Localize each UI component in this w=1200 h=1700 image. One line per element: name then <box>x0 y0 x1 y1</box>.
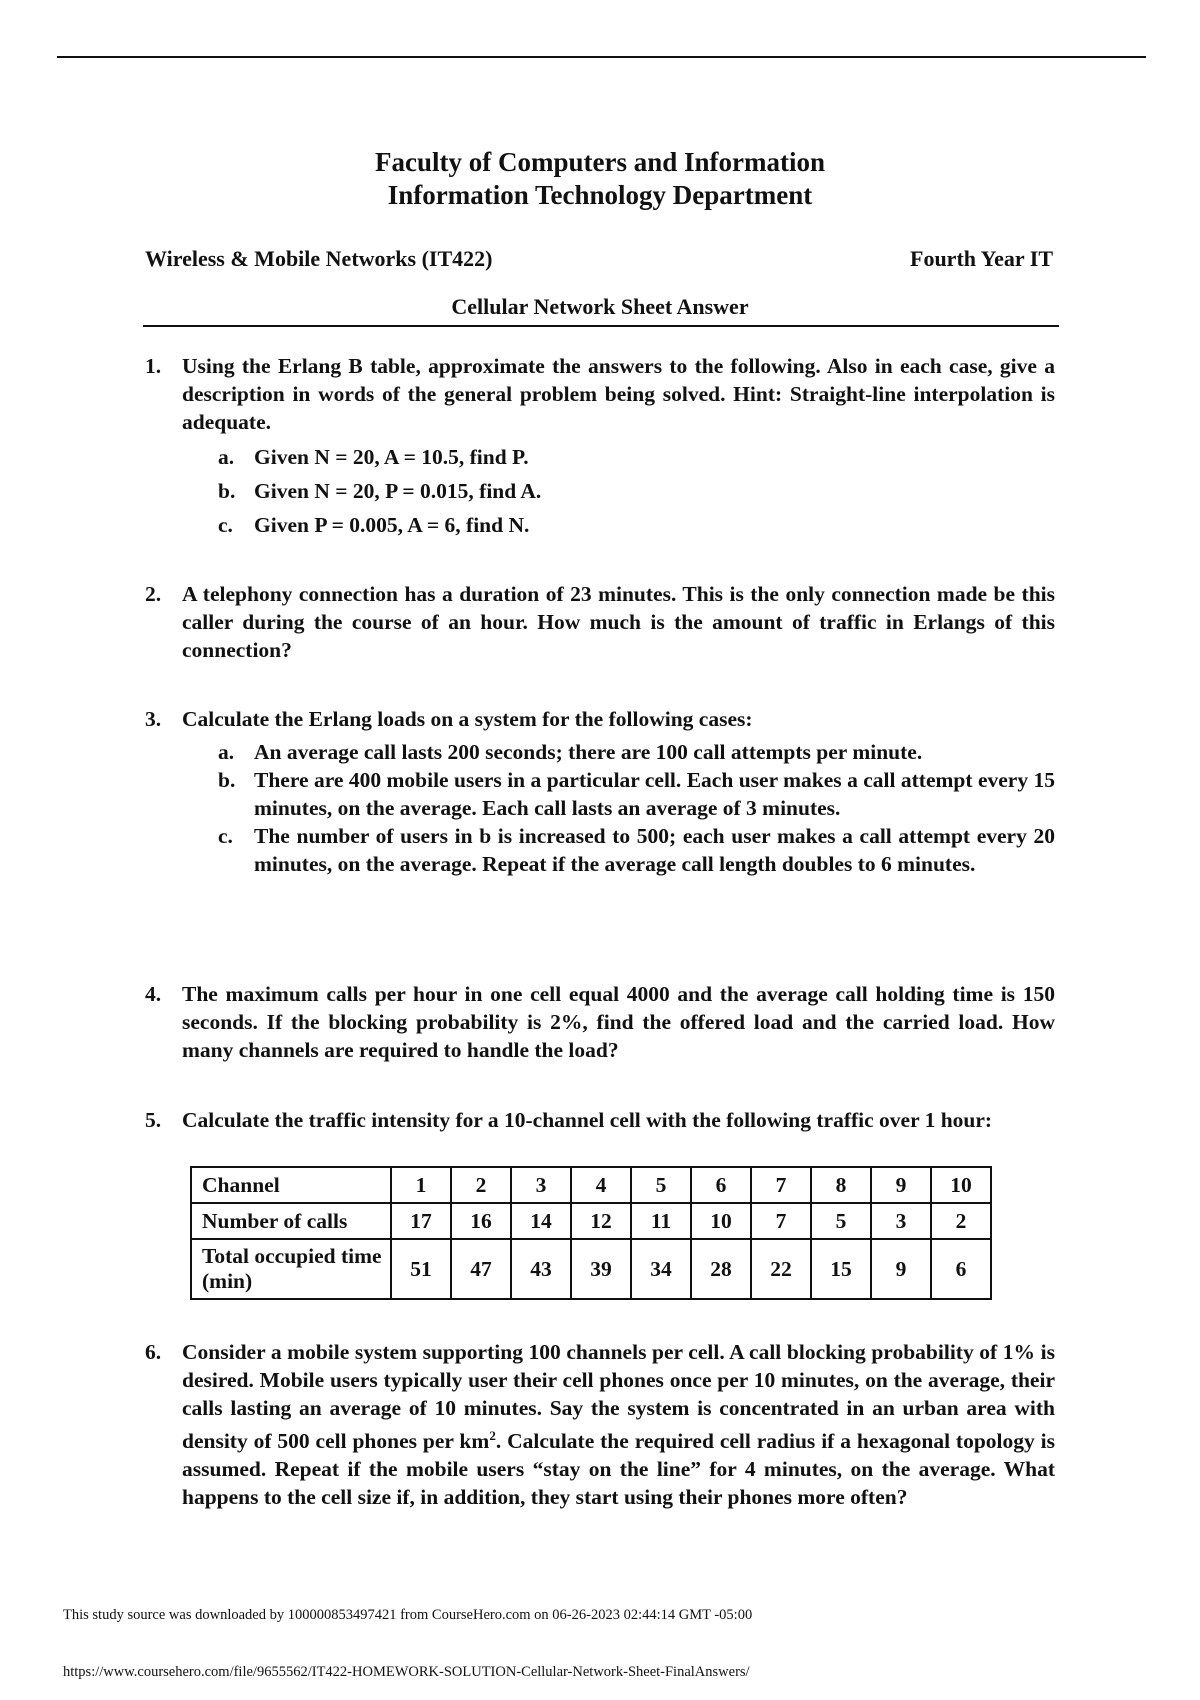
sub-label: c. <box>218 513 233 537</box>
table-cell: 43 <box>511 1239 571 1299</box>
download-notice: This study source was downloaded by 100000853497421 from CourseHero.com on 06-26-2023 02:44:14 GMT -05:00 <box>63 1607 753 1623</box>
sub-question-1a <box>218 443 1055 471</box>
question-number: 5. <box>145 1108 162 1132</box>
row-header: Number of calls <box>191 1203 391 1239</box>
table-cell: 6 <box>931 1239 991 1299</box>
document-header <box>0 146 1200 212</box>
table-cell: 11 <box>631 1203 691 1239</box>
question-text: Calculate the Erlang loads on a system for the following cases: <box>182 707 753 731</box>
table-cell: 28 <box>691 1239 751 1299</box>
table-cell: 3 <box>511 1167 571 1203</box>
question-text: Calculate the traffic intensity for a 10-channel cell with the following traffic over 1 hour: <box>182 1108 993 1132</box>
row-header: Total occupied time (min) <box>191 1239 391 1299</box>
table-row-calls <box>191 1203 991 1239</box>
question-number: 2. <box>145 582 162 606</box>
question-number: 3. <box>145 707 162 731</box>
question-number: 1. <box>145 354 162 378</box>
table-cell: 14 <box>511 1203 571 1239</box>
sub-label: a. <box>218 445 235 469</box>
row-header: Channel <box>191 1167 391 1203</box>
table-cell: 2 <box>451 1167 511 1203</box>
table-cell: 4 <box>571 1167 631 1203</box>
question-text <box>182 1338 1055 1511</box>
sub-label: b. <box>218 768 236 792</box>
table-cell: 5 <box>811 1203 871 1239</box>
question-3 <box>145 705 1055 878</box>
sub-text: Given N = 20, P = 0.015, find A. <box>254 479 542 503</box>
sub-label: c. <box>218 824 233 848</box>
question-2 <box>145 580 1055 664</box>
question-text: A telephony connection has a duration of 23 minutes. This is the only connection made be this caller during the course of an hour. How much is the amount of traffic in Erlangs of this connection? <box>182 582 1055 662</box>
table-cell: 2 <box>931 1203 991 1239</box>
table-cell: 12 <box>571 1203 631 1239</box>
sub-text: An average call lasts 200 seconds; there are 100 call attempts per minute. <box>254 740 923 764</box>
table-cell: 5 <box>631 1167 691 1203</box>
table-cell: 3 <box>871 1203 931 1239</box>
question-5 <box>145 1106 1055 1134</box>
question-text-part: . Calculate the required cell radius if a hexagonal topology is assumed. Repeat if the mobile users “stay on the line” for 4 minutes, on the average. What happens to the cell size if, in addition, they start using their phones more often? <box>182 1429 1056 1510</box>
question-6 <box>145 1338 1055 1511</box>
source-url: https://www.coursehero.com/file/9655562/IT422-HOMEWORK-SOLUTION-Cellular-Network-Sheet-FinalAnswers/ <box>63 1664 750 1680</box>
question-number: 4. <box>145 982 162 1006</box>
question-text: The maximum calls per hour in one cell equal 4000 and the average call holding time is 150 seconds. If the blocking probability is 2%, find the offered load and the carried load. How many channels are required to handle the load? <box>182 982 1055 1062</box>
table-row-time <box>191 1239 991 1299</box>
sub-text: Given P = 0.005, A = 6, find N. <box>254 513 530 537</box>
table-cell: 51 <box>391 1239 451 1299</box>
sub-label: b. <box>218 479 236 503</box>
table-cell: 17 <box>391 1203 451 1239</box>
department-title: Information Technology Department <box>387 180 813 210</box>
traffic-table <box>190 1166 992 1300</box>
sub-question-3b <box>218 766 1055 822</box>
table-cell: 34 <box>631 1239 691 1299</box>
table-cell: 16 <box>451 1203 511 1239</box>
sub-label: a. <box>218 740 235 764</box>
top-divider <box>57 56 1146 58</box>
faculty-title: Faculty of Computers and Information <box>375 147 825 177</box>
year-label: Fourth Year IT <box>910 246 1053 271</box>
table-cell: 9 <box>871 1239 931 1299</box>
sub-question-3c <box>218 822 1055 878</box>
sub-text: Given N = 20, A = 10.5, find P. <box>254 445 529 469</box>
table-cell: 8 <box>811 1167 871 1203</box>
sub-question-1c <box>218 511 1055 539</box>
table-cell: 1 <box>391 1167 451 1203</box>
course-name: Wireless & Mobile Networks (IT422) <box>145 246 493 271</box>
question-text-part: Consider a mobile system supporting 100 channels per cell. A call blocking probability of 1% is desired. Mobile users typically user their cell phones once per 10 minutes, on the average, their calls lasting an average of 10 minutes. Say the system is concentrated in an urban area with density of 500 cell phones per km <box>182 1340 1055 1454</box>
sub-text: There are 400 mobile users in a particular cell. Each user makes a call attempt every 15 minutes, on the average. Each call lasts an average of 3 minutes. <box>254 768 1055 820</box>
table-cell: 10 <box>931 1167 991 1203</box>
question-4 <box>145 980 1055 1064</box>
question-number: 6. <box>145 1340 162 1364</box>
sub-question-1b <box>218 477 1055 505</box>
table-cell: 47 <box>451 1239 511 1299</box>
superscript: 2 <box>489 1428 496 1443</box>
title-divider <box>143 325 1059 327</box>
table-cell: 7 <box>751 1203 811 1239</box>
table-cell: 6 <box>691 1167 751 1203</box>
question-text: Using the Erlang B table, approximate the answers to the following. Also in each case, give a description in words of the general problem being solved. Hint: Straight-line interpolation is adequate. <box>182 354 1055 434</box>
sub-question-3a <box>218 738 1055 766</box>
table-cell: 9 <box>871 1167 931 1203</box>
question-1 <box>145 352 1055 539</box>
table-cell: 22 <box>751 1239 811 1299</box>
sheet-title: Cellular Network Sheet Answer <box>451 294 749 319</box>
table-cell: 10 <box>691 1203 751 1239</box>
table-cell: 39 <box>571 1239 631 1299</box>
table-row-channel <box>191 1167 991 1203</box>
table-cell: 7 <box>751 1167 811 1203</box>
sub-text: The number of users in b is increased to 500; each user makes a call attempt every 20 minutes, on the average. Repeat if the average call length doubles to 6 minutes. <box>254 824 1055 876</box>
table-cell: 15 <box>811 1239 871 1299</box>
